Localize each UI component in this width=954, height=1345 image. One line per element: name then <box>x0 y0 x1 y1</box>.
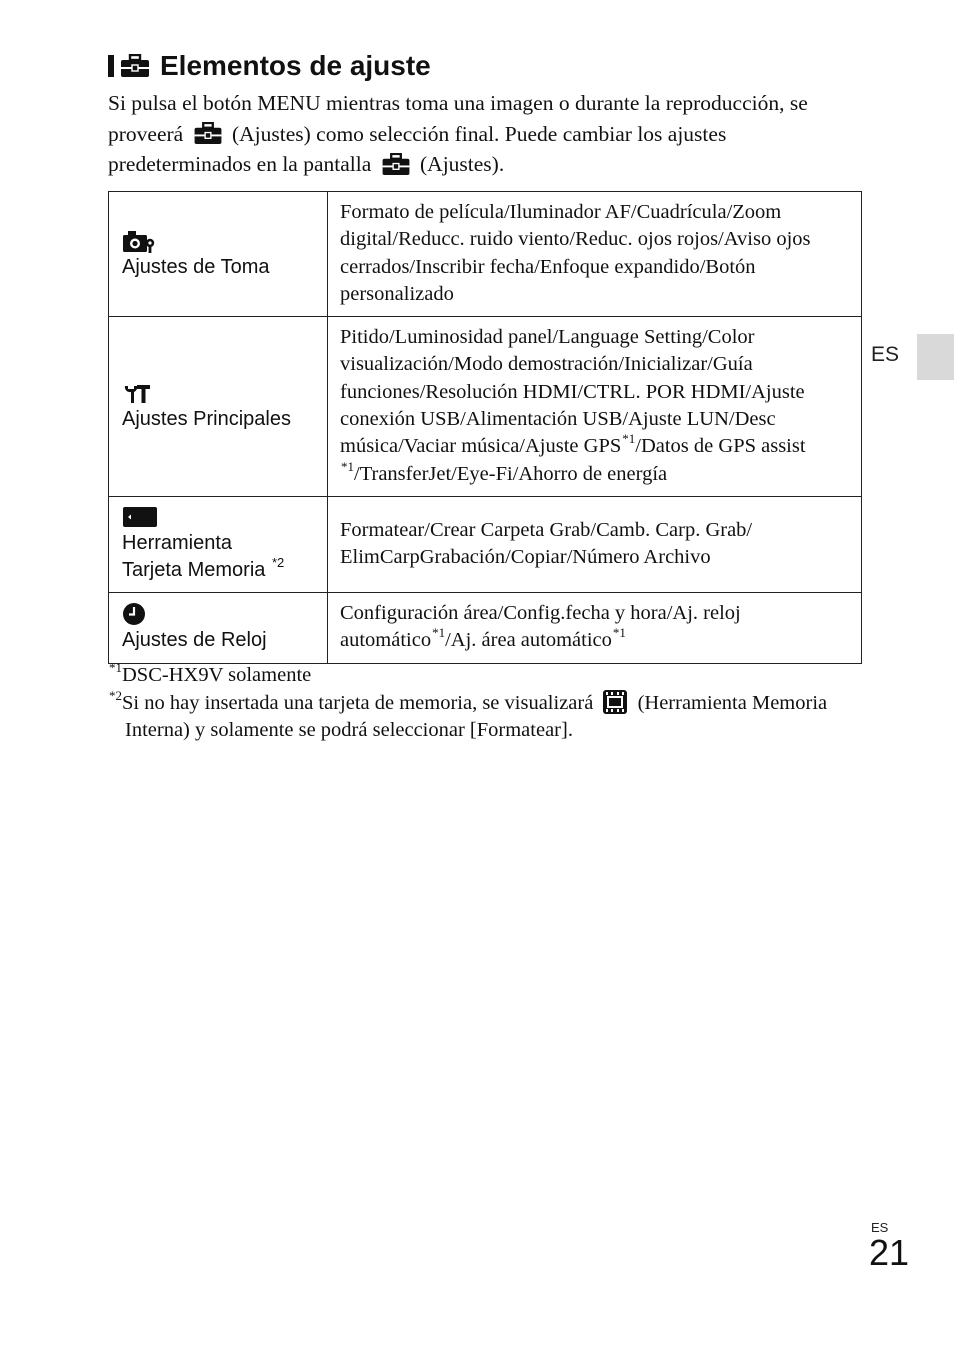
intro-paragraph <box>108 88 868 180</box>
table-row <box>109 317 862 497</box>
table-row <box>109 592 862 663</box>
category-label: Tarjeta Memoria <box>122 559 266 582</box>
category-label: Ajustes Principales <box>122 408 291 431</box>
description-text: Formatear/Crear Carpeta Grab/Camb. Carp. Grab/ ElimCarpGrabación/Copiar/Número Archivo <box>340 518 753 568</box>
intro-text-1: Si pulsa el botón MENU mientras toma una imagen o durante la reproducción, se proveerá <box>108 91 808 146</box>
page-title: Elementos de ajuste <box>160 50 431 81</box>
toolbox-icon <box>120 54 150 78</box>
category-cell <box>109 317 328 497</box>
footnote-text: (Herramienta Memoria Interna) y solamente se podrá seleccionar [Formatear]. <box>125 691 828 741</box>
category-label: Ajustes de Reloj <box>122 629 267 652</box>
description-text: /Aj. área automático <box>445 629 612 652</box>
description-cell <box>328 317 862 497</box>
footnote-ref: *1 <box>612 625 626 641</box>
internal-memory-icon <box>602 689 628 715</box>
heading-marker-bar <box>108 55 114 77</box>
footnote-ref: *1 <box>622 431 636 447</box>
description-cell <box>328 192 862 317</box>
footnote-text: Si no hay insertada una tarjeta de memoria, se visualizará <box>122 691 594 714</box>
footnote-mark: *1 <box>109 660 122 675</box>
clock-icon <box>122 601 315 627</box>
footnote-1 <box>108 662 868 690</box>
page-language-code: ES <box>871 1220 889 1235</box>
settings-table <box>108 191 862 664</box>
footnote-ref: *1 <box>341 458 354 474</box>
description-text: /Datos de GPS assist <box>635 435 806 458</box>
table-row <box>109 192 862 317</box>
side-language-label: ES <box>871 343 900 366</box>
memory-card-icon <box>122 504 315 530</box>
category-label: Ajustes de Toma <box>122 255 270 278</box>
toolbox-icon <box>193 122 223 145</box>
description-text: /TransferJet/Eye-Fi/Ahorro de energía <box>354 462 668 485</box>
footnote-text: DSC-HX9V solamente <box>122 664 312 686</box>
description-text: Pitido/Luminosidad panel/Language Setting/Color visualización/Modo demostración/Inicializar/Guía funciones/Resolución HDMI/CTRL. POR HDMI/Ajuste conexión USB/Alimentación USB/Ajuste LUN/Desc música/Vaciar música/Ajuste GPS <box>340 326 805 458</box>
description-text: Formato de película/Iluminador AF/Cuadrícula/Zoom digital/Reducc. ruido viento/Reduc. ojos rojos/Aviso ojos cerrados/Inscribir fecha/Enfoque expandido/Botón personalizado <box>340 201 811 305</box>
footnotes <box>108 662 868 745</box>
footnote-mark: *2 <box>109 687 122 703</box>
category-cell <box>109 496 328 592</box>
category-cell <box>109 592 328 663</box>
footnote-ref: *1 <box>432 625 446 641</box>
description-cell <box>328 592 862 663</box>
language-side-tab <box>917 334 954 380</box>
category-label: Herramienta <box>122 532 233 555</box>
intro-text-2: (Ajustes) como selección final. Puede cambiar los ajustes predeterminados en la pantalla <box>108 121 727 176</box>
description-text: Configuración área/Config.fecha y hora/Aj. reloj automático <box>340 601 741 652</box>
toolbox-icon <box>381 153 411 176</box>
section-heading <box>108 46 431 86</box>
description-cell <box>328 496 862 592</box>
intro-text-3: (Ajustes). <box>420 152 505 176</box>
table-row <box>109 496 862 592</box>
footnote-ref: *2 <box>271 555 285 571</box>
camera-settings-icon <box>122 228 315 254</box>
footnote-2 <box>108 687 868 745</box>
page-number: 21 <box>869 1232 910 1273</box>
category-cell <box>109 192 328 317</box>
wrench-icon <box>122 380 315 406</box>
